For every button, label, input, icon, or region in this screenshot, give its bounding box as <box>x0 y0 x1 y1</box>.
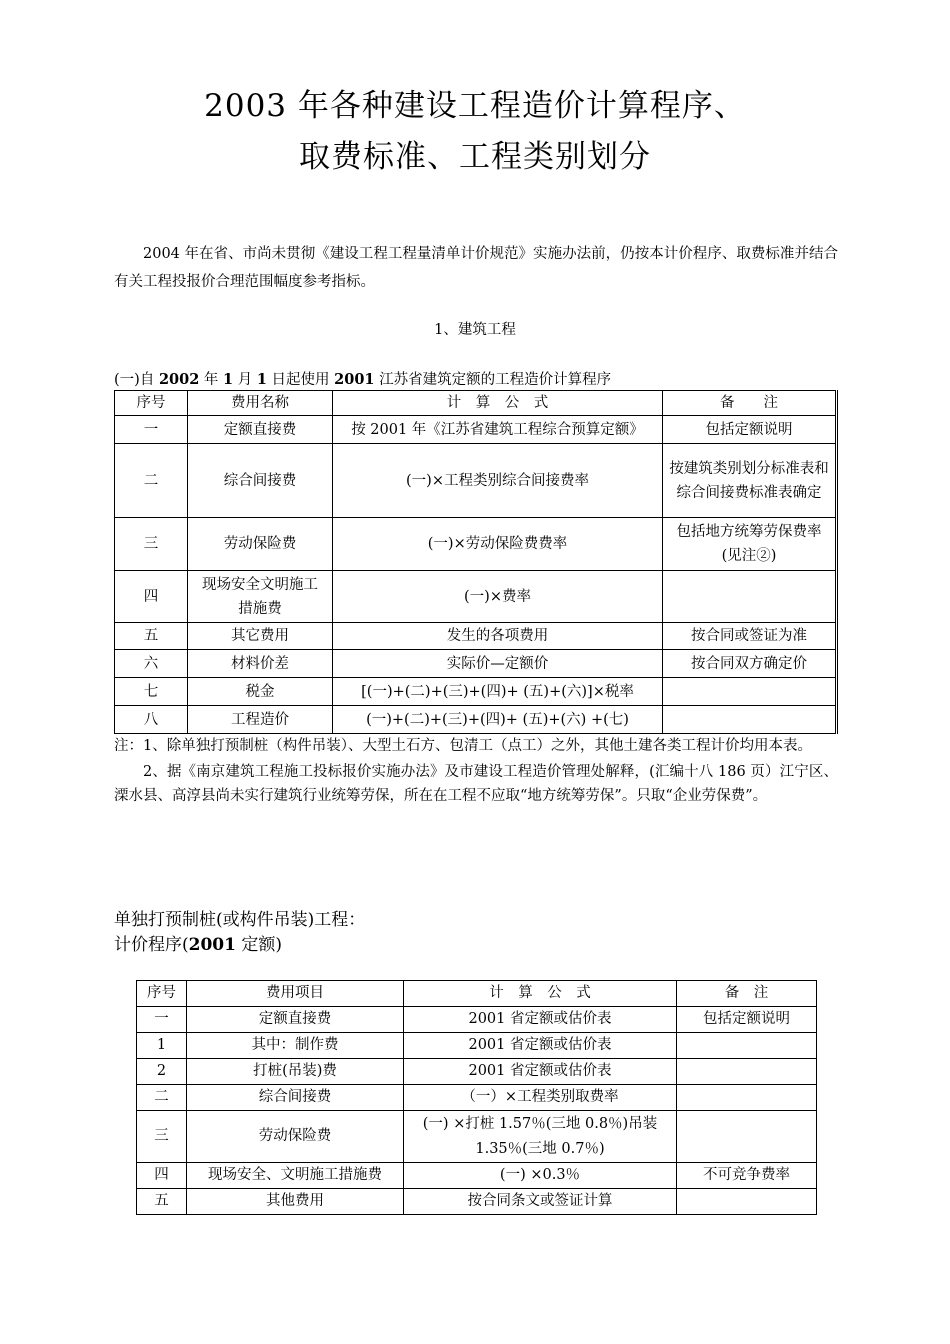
table-row <box>137 1163 817 1189</box>
table-cell: 劳动保险费 <box>188 518 333 571</box>
table-cell: 六 <box>115 650 188 678</box>
table-cell: 按 2001 年《江苏省建筑工程综合预算定额》 <box>333 416 663 444</box>
header-cell: 计 算 公 式 <box>404 981 677 1007</box>
table-cell: 其中：制作费 <box>187 1033 404 1059</box>
table-row <box>115 706 837 734</box>
table-cell: 税金 <box>188 678 333 706</box>
table-cell <box>663 678 837 706</box>
table-cell: 现场安全文明施工措施费 <box>188 571 333 623</box>
table-cell: (一)+(二)+(三)+(四)+ (五)+(六) +(七) <box>333 706 663 734</box>
table-cell: 发生的各项费用 <box>333 623 663 650</box>
table-cell: (一)×费率 <box>333 571 663 623</box>
table-row <box>115 623 837 650</box>
header-cell: 费用项目 <box>187 981 404 1007</box>
table-cell: 包括定额说明 <box>677 1007 817 1033</box>
table-cell: 打桩(吊装)费 <box>187 1059 404 1085</box>
table-cell: 五 <box>115 623 188 650</box>
table-cell <box>677 1189 817 1215</box>
pile-driving-cost-table <box>136 980 817 1215</box>
table-cell: 综合间接费 <box>187 1085 404 1111</box>
table-cell: 工程造价 <box>188 706 333 734</box>
header-cell: 序号 <box>137 981 187 1007</box>
table-cell: 包括地方统筹劳保费率(见注②) <box>663 518 837 571</box>
table-cell: 2 <box>137 1059 187 1085</box>
table-cell: 材料价差 <box>188 650 333 678</box>
table-cell: 八 <box>115 706 188 734</box>
table-row <box>137 1189 817 1215</box>
section-2-subheading: 计价程序(2001 定额) <box>114 935 283 955</box>
table-row <box>137 1111 817 1163</box>
table-row <box>115 416 837 444</box>
table-row <box>137 1033 817 1059</box>
header-cell: 费用名称 <box>188 391 333 416</box>
table-cell: (一)×工程类别综合间接费率 <box>333 444 663 518</box>
table-cell: 不可竞争费率 <box>677 1163 817 1189</box>
table-cell: (一) ×打桩 1.57％(三地 0.8％)吊装 1.35％(三地 0.7％) <box>404 1111 677 1163</box>
table-cell <box>663 706 837 734</box>
table-cell: 四 <box>137 1163 187 1189</box>
header-cell: 备 注 <box>663 391 837 416</box>
table-cell: 包括定额说明 <box>663 416 837 444</box>
table-cell <box>677 1033 817 1059</box>
table-header-row <box>115 391 837 416</box>
table-cell: 其它费用 <box>188 623 333 650</box>
document-title-line-2: 取费标准、工程类别划分 <box>299 139 651 175</box>
document-title-line-1: 2003 年各种建设工程造价计算程序、 <box>204 88 746 124</box>
table-cell: 2001 省定额或估价表 <box>404 1007 677 1033</box>
table-1-caption: (一)自 2002 年 1 月 1 日起使用 2001 江苏省建筑定额的工程造价计算程序 <box>114 371 612 388</box>
header-cell: 备 注 <box>677 981 817 1007</box>
table-cell: 劳动保险费 <box>187 1111 404 1163</box>
table-cell <box>677 1059 817 1085</box>
construction-cost-table <box>114 390 838 734</box>
table-cell: 2001 省定额或估价表 <box>404 1059 677 1085</box>
table-cell: 现场安全、文明施工措施费 <box>187 1163 404 1189</box>
table-cell: 按建筑类别划分标准表和综合间接费标准表确定 <box>663 444 837 518</box>
table-cell: （一）×工程类别取费率 <box>404 1085 677 1111</box>
table-cell: (一) ×0.3％ <box>404 1163 677 1189</box>
table-cell: 定额直接费 <box>188 416 333 444</box>
table-cell: 一 <box>137 1007 187 1033</box>
table-cell: 三 <box>115 518 188 571</box>
table-row <box>115 518 837 571</box>
table-cell: (一)×劳动保险费费率 <box>333 518 663 571</box>
table-cell: 1 <box>137 1033 187 1059</box>
table-row <box>137 1007 817 1033</box>
table-cell: 七 <box>115 678 188 706</box>
table-cell: 定额直接费 <box>187 1007 404 1033</box>
header-cell: 序号 <box>115 391 188 416</box>
table-cell: [(一)+(二)+(三)+(四)+ (五)+(六)]×税率 <box>333 678 663 706</box>
note-2: 2、据《南京建筑工程施工投标报价实施办法》及市建设工程造价管理处解释，(汇编十八 186 页）江宁区、溧水县、高淳县尚未实行建筑行业统筹劳保，所在在工程不应取“地方统筹劳保”。只取“企业劳保费”。 <box>114 764 838 804</box>
note-1: 注：1、除单独打预制桩（构件吊装）、大型土石方、包清工（点工）之外，其他土建各类工程计价均用本表。 <box>114 738 812 754</box>
section-1-heading: 1、建筑工程 <box>434 322 516 338</box>
header-cell: 计 算 公 式 <box>333 391 663 416</box>
table-cell: 综合间接费 <box>188 444 333 518</box>
table-cell: 三 <box>137 1111 187 1163</box>
intro-paragraph: 2004 年在省、市尚未贯彻《建设工程工程量清单计价规范》实施办法前，仍按本计价程序、取费标准并结合有关工程投报价合理范围幅度参考指标。 <box>114 246 838 290</box>
table-cell: 按合同双方确定价 <box>663 650 837 678</box>
table-row <box>115 650 837 678</box>
table-header-row <box>137 981 817 1007</box>
table-cell: 按合同或签证为准 <box>663 623 837 650</box>
table-row <box>115 444 837 518</box>
table-cell: 其他费用 <box>187 1189 404 1215</box>
table-row <box>137 1085 817 1111</box>
table-cell: 2001 省定额或估价表 <box>404 1033 677 1059</box>
table-cell <box>663 571 837 623</box>
table-cell: 四 <box>115 571 188 623</box>
table-cell <box>677 1111 817 1163</box>
table-cell: 实际价—定额价 <box>333 650 663 678</box>
table-cell: 二 <box>115 444 188 518</box>
section-2-heading: 单独打预制桩(或构件吊装)工程： <box>114 910 366 930</box>
table-row <box>115 678 837 706</box>
table-cell <box>677 1085 817 1111</box>
table-cell: 二 <box>137 1085 187 1111</box>
notes-block <box>114 734 838 808</box>
table-cell: 按合同条文或签证计算 <box>404 1189 677 1215</box>
table-row <box>115 571 837 623</box>
table-row <box>137 1059 817 1085</box>
table-cell: 五 <box>137 1189 187 1215</box>
table-cell: 一 <box>115 416 188 444</box>
